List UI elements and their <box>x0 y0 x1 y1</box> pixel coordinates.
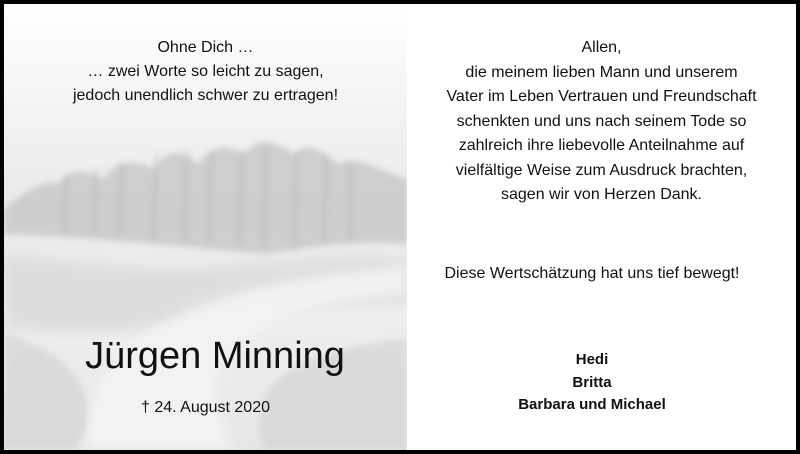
poem-line: jedoch unendlich schwer zu ertragen! <box>72 87 339 104</box>
obituary-card <box>4 4 796 450</box>
signatures <box>407 349 777 417</box>
poem-line: Ohne Dich … <box>157 39 254 56</box>
signature-name: Barbara und Michael <box>518 396 666 413</box>
poem-text <box>4 36 407 108</box>
death-date: † 24. August 2020 <box>141 399 270 416</box>
deceased-name: Jürgen Minning <box>85 335 345 377</box>
signature-name: Hedi <box>575 351 609 368</box>
thanks-text <box>407 36 796 208</box>
poem-line: … zwei Worte so leicht zu sagen, <box>87 63 324 80</box>
thanks-line: Vater im Leben Vertrauen und Freundschaft <box>446 88 757 105</box>
appreciation-text: Diese Wertschätzung hat uns tief bewegt! <box>444 265 740 282</box>
thanks-line: Allen, <box>581 39 622 56</box>
thanks-line: sagen wir von Herzen Dank. <box>501 186 702 203</box>
thanks-line: die meinem lieben Mann und unserem <box>465 63 738 81</box>
thanks-line: zahlreich ihre liebevolle Anteilnahme auf <box>458 137 745 154</box>
thanks-section <box>407 4 796 450</box>
signature-name: Britta <box>572 373 612 391</box>
thanks-line: schenkten und uns nach seinem Tode so <box>456 112 747 130</box>
thanks-line: vielfältige Weise zum Ausdruck brachten, <box>455 161 748 179</box>
